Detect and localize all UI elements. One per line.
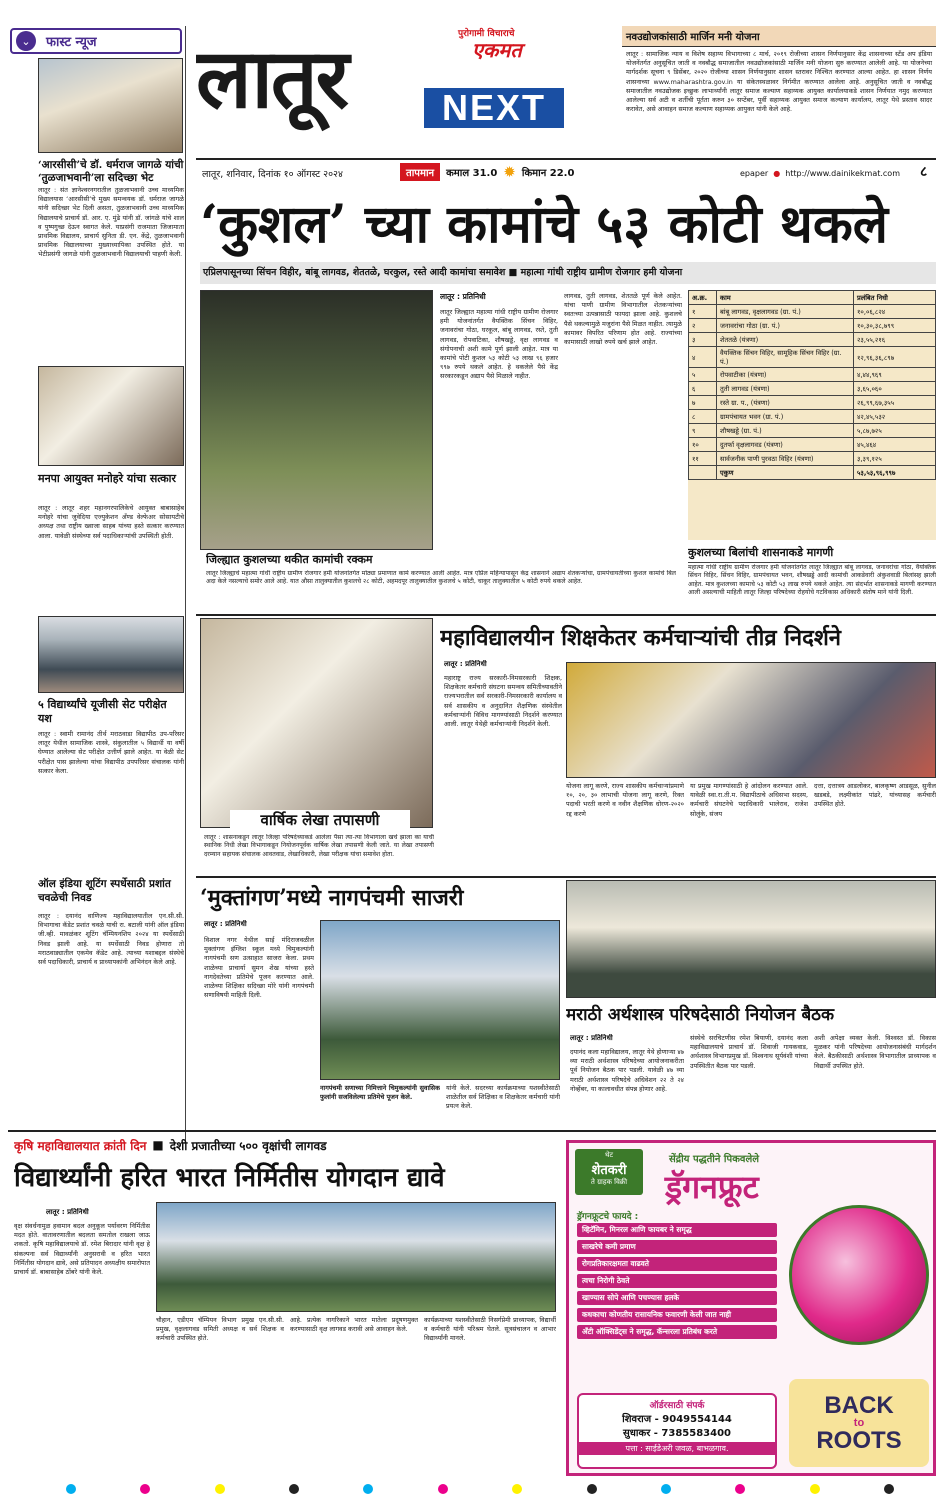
- econ-byline: लातूर : प्रतिनिधी: [570, 1034, 613, 1042]
- registration-dot: [735, 1484, 745, 1494]
- weather-box: [400, 161, 650, 183]
- table-cell: दुतर्फा वृक्षलागवड (यंत्रणा): [717, 438, 854, 452]
- news-photo-felicitation: [38, 366, 184, 466]
- epaper-line: [740, 166, 920, 180]
- sidebar-story-2-body: लातूर : लातूर शहर महानगरपालिकेचे आयुक्त बाबासाहेब मनोहरे यांचा जुवेदिया एज्युकेशन अँण्ड वेल्फेअर सोसायटीचे अध्यक्ष तथा राष्ट्रीय ख्वाजा साहब यांच्या हस्ते सत्कार करण्यात आला. यावेळी संस्थेच्या सर्व पदाधिकाऱ्यांची उपस्थिती होती.: [38, 504, 184, 540]
- table-row: [689, 333, 936, 347]
- ad-ribbon-1: थेट: [604, 1151, 613, 1159]
- table-cell: शौषखड्डे (ग्रा. पं.): [717, 424, 854, 438]
- ad-phone-1[interactable]: शिवराज - 9049554144: [622, 1414, 732, 1425]
- agri-kicker-sub: देशी प्रजातीच्या ५०० वृक्षांची लागवड: [169, 1138, 327, 1153]
- table-cell: १०,०६,८२४: [854, 305, 936, 319]
- sidebar-story-3-body: लातूर : स्वामी रामानंद तीर्थ मराठवाडा विद्यापीठ उप-परिसर लातूर येथील सामाजिक शास्त्रे, संकुलातील ५ विद्यार्थी या वर्षी घेण्यात आलेल्या सेट परीक्षेत उत्तीर्ण झाले आहेत. या वेळी सेट परीक्षेत पास झालेल्या यांचा विद्यापीठ उपपरिसर संचालक यांनी सत्कार केला.: [38, 730, 184, 775]
- table-cell: ९: [689, 424, 717, 438]
- econ-photo: [566, 880, 936, 998]
- registration-marks: [60, 1484, 900, 1498]
- table-cell: एकुण: [717, 466, 854, 480]
- tagline: पुरोगामी विचाराचे: [458, 29, 515, 39]
- naga-col-3: यांनी केले. सदरच्या कार्यक्रमाच्या यशस्वीतेसाठी शाळेतील सर्व शिक्षिका व शिक्षकेतर कर्मचारी यांनी प्रयत्न केले.: [446, 1084, 560, 1111]
- logo-back: BACK: [824, 1391, 894, 1419]
- table-cell: वैयक्तिक सिंचन विहिर, सामूहिक सिंचन विहिर (ग्रा. पं.): [717, 347, 854, 368]
- protest-byline: लातूर : प्रतिनिधी: [444, 660, 487, 668]
- news-photo-visit: [38, 58, 183, 153]
- lead-byline: लातूर : प्रतिनिधी: [440, 292, 486, 301]
- notice-title: नवउद्योजकांसाठी मार्जिन मनी योजना: [622, 26, 936, 47]
- table-row: [689, 424, 936, 438]
- agri-byline: लातूर : प्रतिनिधी: [46, 1208, 89, 1216]
- temp-min: किमान 22.0: [521, 168, 575, 179]
- ad-phone-2[interactable]: सुधाकर - 7385583400: [623, 1428, 731, 1439]
- table-header-row: [689, 291, 936, 305]
- ad-benefits-list: [577, 1223, 777, 1342]
- dragonfruit-ad[interactable]: [566, 1140, 936, 1476]
- table-cell: १२,९६,३६,८९७: [854, 347, 936, 368]
- naga-title: ‘मुक्तांगण’मध्ये नागपंचमी साजरी: [200, 885, 464, 911]
- agri-col-3: आहे. प्रत्येक नागरिकाने भारत मातेला प्रदूषणमुक्त करण्यासाठी वृक्ष लागवड करावी असे आवाहन केले.: [290, 1316, 418, 1334]
- demand-body: महात्मा गांधी राष्ट्रीय ग्रामीण रोजगार हमी योजनांतर्गत लातूर जिल्ह्यात बांबू लागवड, जनावरांचा गोठा, वैयक्तिक सिंचन विहिर, सिंचन विहिर, ग्रामपंचायत भवन, शौषखड्डे आदी कामांची आकडेवारी अंकुशवाडी बिलांसह झाली आहेत. मात्र कुशलच्या कामाचे ५३ कोटी ५३ लाख रुपये थकले आहेत. त्या संदर्भात शासनाकडे मागणी करण्यात आली असल्याची माहिती लातूर जिल्हा परिषदेच्या रोहयोचे गटविकास अधिकारी संतोष माने यांनी दिली.: [688, 564, 936, 597]
- econ-col-3: अशी अपेक्षा व्यक्त केली. विश्वस्त डॉ. विकास मुळकर यांनी परिषदेच्या आयोजनासंबंधी मार्गदर्शन केले. बैठकीसाठी अर्थशास्त्र विभागातील प्राध्यापक व विद्यार्थी उपस्थित होते.: [814, 1034, 936, 1070]
- table-row: [689, 382, 936, 396]
- table-cell: ४२,४५,५३२: [854, 410, 936, 424]
- table-cell: ७: [689, 396, 717, 410]
- econ-col-2: संस्थेचे सरचिटणीस रमेश बियाणी, दयानंद कला महाविद्यालयाचे प्राचार्य डॉ. शिवाजी गायकवाड, अर्थशास्त्र विभागप्रमुख डॉ. विश्वनाथ सूर्यवंशी यांच्या उपस्थितीत बैठक पार पडली.: [690, 1034, 808, 1070]
- econ-title: मराठी अर्थशास्त्र परिषदेसाठी नियोजन बैठक: [566, 1005, 835, 1025]
- ad-order-box: [577, 1393, 777, 1469]
- table-header: प्रलंबित निधी: [854, 291, 936, 305]
- naga-photo: [320, 920, 560, 1080]
- ad-benefit-item: खाण्यास सोपे आणि पचण्यास हलके: [577, 1291, 777, 1305]
- table-row: [689, 452, 936, 466]
- masthead-rule: [196, 158, 936, 160]
- section-rule: [196, 614, 936, 616]
- table-header: अ.क्र.: [689, 291, 717, 305]
- table-cell: ३,६५,०६०: [854, 382, 936, 396]
- agri-col-1: वृक्ष संवर्धनामुळ हवामान बदल अनुकूल पर्यावरण निर्मितीस मदत होते. वातावरणातील बदलता समतोल राखला जाऊ शकतो. कृषि महाविद्यालयाचे डॉ. रमेश बिरादार यांनी वृक्ष हे संकल्पना सर्व विद्यार्थ्यांनी अनुसरावी व हरित भारत निर्मितीस योगदान द्यावे, असे प्रतिपादन अध्यक्षीय समारोपात प्राचार्य डॉ. बाबासाहेब ठोंबरे यांनी केले.: [14, 1222, 150, 1277]
- news-photo-set-exam: [38, 616, 184, 693]
- masthead-logo-latur: लातूर: [196, 32, 348, 127]
- protest-photo: [566, 662, 936, 778]
- agri-col-2: चौहान, एडीएम चॅम्पियन विभाग प्रमुख एन.सी.सी. प्रमुख, वृक्षलागवड समिती अध्यक्ष व सर्व शिक्षक व कर्मचारी उपस्थित होते.: [156, 1316, 284, 1343]
- table-cell: रस्ते ग्रा. प., (यंत्रणा): [717, 396, 854, 410]
- registration-dot: [810, 1484, 820, 1494]
- table-row: [689, 347, 936, 368]
- audit-body: लातूर : शासनाकडून लातूर जिल्हा परिषदेच्याकडे आलेला पैसा त्या-त्या विभागाला खर्च झाला का याची स्थानिक निधी लेखा विभागाकडून नियोजनपूर्वक वार्षिक लेखा तपासणी केली जाते. या लेखा तपासणी दरम्यान सहायक संचालक आवतवाड, लेखाधिकारी, लेखा परीक्षक यांचा समावेश होता.: [204, 834, 434, 858]
- ad-address: पत्ता : साईडेअरी जवळ, बाभळगाव.: [579, 1442, 775, 1455]
- table-cell: ३,३९,१२५: [854, 452, 936, 466]
- date-text: लातूर, शनिवार, दिनांक १० ऑगस्ट २०२४: [202, 168, 343, 180]
- ad-benefit-item: रोगप्रतिकारक्षमता वाढवते: [577, 1257, 777, 1271]
- table-cell: ५,८७,७२५: [854, 424, 936, 438]
- demand-title: कुशलच्या बिलांची शासनाकडे मागणी: [688, 545, 936, 563]
- lead-col-1: लातूर जिल्ह्यात महात्मा गांधी राष्ट्रीय ग्रामीण रोजगार हमी योजनांतर्गत वैयक्तिक सिंचन विहिर, जनावरांचा गोठा, घरकूल, बांबू लागवड, रस्ते, तुती लागवड, रोपवाटिका, शौषखड्डे, वृक्ष लागवड व संगोपनाची अशी कामे पूर्ण झाली आहेत. मात्र या कामांचे पोटी कुशल ५३ कोटी ५३ लाख ९६ हजार ९९७ रुपये थकले आहेत. हे थकलेले पैसे केंद्र सरकारकडून अद्याप पैसे मिळाले नाहीत.: [440, 308, 558, 381]
- epaper-label: epaper: [740, 168, 769, 178]
- protest-col-1: महाराष्ट्र राज्य सरकारी-निमसरकारी शिक्षक, शिक्षकेतर कर्मचारी संघटना समन्वय समितीच्यावतीने राज्यभरातील सर्व सरकारी-निमसरकारी कार्यालय व सर्व शासकीय व अनुदानित शैक्षणिक संस्थेतील कर्मचाऱ्यांनी विविध मागण्यांसाठी निदर्शने करण्यात आली. लातूर येथेही कर्मचाऱ्यांनी निदर्शने केली.: [444, 674, 562, 729]
- page-number: ८: [920, 164, 928, 180]
- square-icon: ■: [152, 1138, 164, 1152]
- table-cell: ग्रामपंचायत भवन (ग्रा. पं.): [717, 410, 854, 424]
- sidebar-story-1-body: लातूर : संत ज्ञानेश्वरनगरातील तुळजाभवानी उच्च माध्यमिक विद्यालयास ‘आरसीसी’चे मुख्य समन्वयक डॉ. धर्मराज जागळे यांनी सदिच्छा भेट दिली असता, तुळजाभवानी उच्च माध्यमिक विद्यालयाचे प्राचार्य डॉ. आर. ए. मुंढे यांनी डॉ. जांगळे यांचे शाल व पुष्पगुच्छ देऊन स्वागत केले. याप्रसंगी राजमाता जिजामाता प्राथमिक विद्यालय, प्राचार्य सुनिता डी. एन. केंद्रे, तुळजाभवानी प्राथमिक विद्यालयाच्या मुख्याध्यापिका उपस्थित होते. या भेटीप्रसंगी जागळे यांनी तुळजाभवानी विद्यालयाची पाहणी केली.: [38, 186, 184, 259]
- registration-dot: [289, 1484, 299, 1494]
- audit-photo: [200, 618, 433, 828]
- agri-kicker-red: कृषि महाविद्यालयात क्रांती दिन: [14, 1138, 147, 1153]
- table-cell: ५: [689, 368, 717, 382]
- logo-roots: ROOTS: [816, 1426, 902, 1454]
- lead-headline: ‘कुशल’ च्या कामांचे ५३ कोटी थकले: [200, 194, 889, 255]
- protest-title: महाविद्यालयीन शिक्षकेतर कर्मचाऱ्यांची तीव्र निदर्शने: [440, 625, 841, 651]
- registration-dot: [215, 1484, 225, 1494]
- econ-col-1: दयानंद कला महाविद्यालय, लातूर येथे होणाऱ्या ४७ व्या मराठी अर्थशास्त्र परिषदेच्या आयोजनाकरीता पूर्व नियोजन बैठक पार पडली. यावेळी ४७ व्या मराठी अर्थशास्त्र परिषदेचे अधिवेशन २२ ते २४ नोव्हेंबर, या कालावधीत संपन्न होणार आहे.: [570, 1048, 684, 1093]
- fast-news-header: [10, 28, 182, 54]
- agri-title: विद्यार्थ्यांनी हरित भारत निर्मितीस योगदान द्यावे: [14, 1163, 445, 1193]
- ad-benefit-item: अँटी ऑक्सिडेंट्स ने समृद्ध, कॅन्सरला प्रतिबंध करते: [577, 1325, 777, 1339]
- naga-caption: नागपंचमी सणाच्या निमित्ताने चिमुकल्यांनी सुवासिक फुलांनी सजविलेल्या प्रतिमेचे पूजन केले.: [320, 1084, 440, 1102]
- masthead: [196, 26, 616, 166]
- table-cell: २: [689, 319, 717, 333]
- table-cell: रोपवाटीका (यंत्रणा): [717, 368, 854, 382]
- registration-dot: [661, 1484, 671, 1494]
- table-cell: ५३,५३,९६,९९७: [854, 466, 936, 480]
- table-cell: १०: [689, 438, 717, 452]
- naga-col-1: विशाल नगर येथील साई मंदिराजवळील मुक्तांगण इंग्लिश स्कूल मध्ये चिमुकल्यांनी नागपंचमी सण उत्साहात साजरा केला. प्रथम शाळेच्या प्राचार्या सुमन शेख यांच्या हस्ते नागदेवतेच्या प्रतिमेचे पूजन करण्यात आले. शाळेच्या शिक्षिका सदिच्छा मोरे यांनी नागपंचमी सणाविषयी माहिती दिली.: [204, 936, 314, 1000]
- table-row: [689, 438, 936, 452]
- table-cell: २३,५५,२१६: [854, 333, 936, 347]
- table-row: [689, 466, 936, 480]
- table-cell: ११: [689, 452, 717, 466]
- logo-to: to: [853, 1416, 865, 1429]
- sidebar-story-4-body: लातूर : दयानंद वाणिज्य महाविद्यालयातील एन.सी.सी. विभागाचा कॅडेट प्रशांत चवळे याची रा. बटाली यांनी ऑल इंडिया जी.व्ही. मावळंकर शूटिंग चॅम्पियनशिप २०२४ या स्पर्धेसाठी निवड झाली आहे. या स्पर्धेसाठी निवड होणारा तो मराठवाड्यातील एकमेव कॅडेट आहे. त्याच्या यशाबद्दल संस्थेचे सर्व पदाधिकारी, प्राचार्य व प्राध्यापकांनी अभिनंदन केले आहे.: [38, 912, 184, 967]
- registration-dot: [512, 1484, 522, 1494]
- table-row: [689, 319, 936, 333]
- registration-dot: [66, 1484, 76, 1494]
- back-to-roots-logo: [789, 1379, 929, 1467]
- table-row: [689, 368, 936, 382]
- sidebar-story-4-title: ऑल इंडिया शूटिंग स्पर्धेसाठी प्रशांत चवळेची निवड: [38, 878, 171, 904]
- temp-label: तापमान: [400, 163, 440, 181]
- registration-dot: [140, 1484, 150, 1494]
- table-header: काम: [717, 291, 854, 305]
- protest-col-2: योजना लागू करणे, राज्य शासकीय कर्मचाऱ्यांप्रमाणे १०, २०, ३० लाभाची योजना लागू करणे, रिक्त पदाची भरती करणे व नवीन शैक्षणिक धोरण-२०२० रद्द करणे: [566, 782, 684, 818]
- table-cell: १०,३०,३८,७९९: [854, 319, 936, 333]
- sidebar-story-2-title: मनपा आयुक्त मनोहरे यांचा सत्कार: [38, 472, 177, 485]
- table-cell: ४५,४६४: [854, 438, 936, 452]
- table-cell: १: [689, 305, 717, 319]
- ad-ribbon-3: ते ग्राहक विक्री: [590, 1178, 628, 1186]
- table-cell: जनावरांचा गोठा (ग्रा. पं.): [717, 319, 854, 333]
- ad-benefit-item: व्हिटॅमिन, मिनरल आणि फायबर ने समृद्ध: [577, 1223, 777, 1237]
- protest-col-3: या प्रमुख मागण्यांसाठी हे आंदोलन करण्यात आले. यावेळी स्वा.रा.ती.म. विद्यापीठाचे अधिसभा सदस्य, कर्मचारी संघटनेचे पदाधिकारी भालेराव, राजेश सोलुंके, संजय: [690, 782, 808, 818]
- ad-title: ड्रॅगनफ्रूट: [665, 1168, 759, 1206]
- table-cell: [689, 466, 717, 480]
- table-cell: २६,९९,६७,३५५: [854, 396, 936, 410]
- ad-ribbon-2: शेतकरी: [591, 1163, 627, 1178]
- audit-title: वार्षिक लेखा तपासणी: [230, 810, 410, 832]
- ad-benefit-item: साखरेचे कमी प्रमाण: [577, 1240, 777, 1254]
- brand-ekmat: एकमत: [472, 38, 522, 62]
- ad-benefits-head: ड्रॅगनफ्रूटचे फायदे :: [577, 1212, 639, 1222]
- agri-col-4: कार्यक्रमाच्या यशस्वीतेसाठी निसर्गप्रेमी प्राध्यापक, विद्यार्थी व कर्मचारी यांनी परिश्रम घेतले. सूत्रसंचालन व आभार विद्यार्थ्यांनी मानले.: [424, 1316, 556, 1343]
- ad-order-label: ऑर्डरसाठी संपर्क: [649, 1401, 705, 1411]
- ad-benefit-item: त्वचा निरोगी ठेवते: [577, 1274, 777, 1288]
- agri-photo: [156, 1202, 556, 1312]
- registration-dot: [438, 1484, 448, 1494]
- fast-news-label: फास्ट न्यूज: [46, 35, 97, 50]
- dragonfruit-image: [789, 1205, 929, 1345]
- table-cell: बांबू लागवड, वृक्षलागवड (ग्रा. पं.): [717, 305, 854, 319]
- notice-box: [622, 26, 936, 156]
- table-row: [689, 305, 936, 319]
- table-row: [689, 410, 936, 424]
- naga-byline: लातूर : प्रतिनिधी: [204, 920, 247, 928]
- ad-tag: सेंद्रीय पद्धतीने पिकवलेले: [669, 1154, 760, 1165]
- down-arrow-icon: ⌄: [16, 31, 36, 51]
- lead-subhead: एप्रिलपासूनच्या सिंचन विहीर, बांबू लागवड, शेततळे, घरकुल, रस्ते आदी कामांचा समावेश ■ महात्मा गांधी राष्ट्रीय ग्रामीण रोजगार हमी योजना: [200, 262, 936, 284]
- table-cell: तुती लागवड (यंत्रणा): [717, 382, 854, 396]
- lead-caption-body: लातूर जिल्ह्याचे महात्मा गांधी राष्ट्रीय ग्रामीण रोजगार हमी योजनांतर्गत मोठ्या प्रमाणात कामे करण्यात आली आहेत. मात्र एप्रिल महिन्यापासून केंद्र शासनाने अद्याप शेतकऱ्यांचा, ग्रामपंचायतीच्या कुशल कामांचे बिल अदा केले नसल्याचे समोर आले आहे. यात औसा तालुक्यातील कुशलचे २८ कोटी, अहमदपूर तालुक्यातील कुशलचे ५ कोटी, चाकूर तालुक्यातील ५ कोटी रुपये थकले आहेत.: [206, 570, 676, 586]
- pending-funds-table: [688, 290, 936, 540]
- fast-news-sidebar: [8, 26, 186, 1143]
- registration-dot: [363, 1484, 373, 1494]
- table-cell: सार्वजनीक पाणी पुरवठा विहिर (यंत्रणा): [717, 452, 854, 466]
- section-rule: [8, 1130, 936, 1132]
- registration-dot: [884, 1484, 894, 1494]
- sun-icon: ✹: [503, 163, 516, 181]
- lead-photo-well: [200, 290, 433, 550]
- lead-col-2: लागवड, तुती लागवड, शेततळे पूर्ण केले आहेत. यांचा पाणी ग्रामीण विभागातील शेतकऱ्यांच्या स्वतःच्या उत्पन्नासाठी फायदा झाला आहे. कुशलचे पैसे थकल्यामुळे मजुरांना पैसे मिळत नाहीत. त्यामुळे कामावर विपरित परिणाम होत आहे. राज्यांच्या कामासाठी लाखो रुपये खर्च झाले आहेत.: [564, 292, 682, 347]
- table-cell: ८: [689, 410, 717, 424]
- ad-benefit-item: कधकाचा कोणतीय रासायनिक फवारणी केली जात नाही: [577, 1308, 777, 1322]
- masthead-next: NEXT: [424, 88, 564, 128]
- table-cell: ४: [689, 347, 717, 368]
- table-row: [689, 396, 936, 410]
- sidebar-story-1-title: ‘आरसीसी’चे डॉ. धर्मराज जागळे यांची ‘तुळजाभवानी’ला सदिच्छा भेट: [38, 159, 184, 184]
- notice-body: लातूर : सामाजिक न्याय व विशेष सहाय्य विभागाच्या ८ मार्च, २०१९ रोजीच्या शासन निर्णयानुसार केंद्र शासनाच्या स्टँड अप इंडिया योजनेंतर्गत अनुसूचित जाती व नवबौद्ध समाजातील नवउद्योजकांसाठी मार्जिन मनी योजना सुरु करण्यात आलेली आहे. या योजनेच्या मार्गदर्शक सूचना ९ डिसेंबर, २०२० रोजीच्या शासन निर्णयानुसार शासन स्तरावर निश्चित करण्यात आल्या आहेत. हा शासन निर्णय शासनाच्या www.maharashtra.gov.in या संकेतस्थळावर निर्गमीत करण्यात आलेला आहे. अनुसूचित जाती व नवबौद्ध समाजातील नवउद्योजक इच्छुक लाभार्थ्यांनी लातूर समाज कल्याण सहाय्यक आयुक्त कार्यालयाकडे शासन निर्णयात नमुद करण्यात आलेल्या सर्व अटी व शर्तीची पूर्तता करुन ३० सप्टेंबर, पूर्वी सहाय्यक आयुक्त समाज कल्याण कार्यालय, लातूर येथे प्रस्ताव सादर करावेत, असे आवाहन समाज कल्याण सहाय्यक आयुक्त यांनी केले आहे.: [626, 50, 932, 114]
- agri-kicker: [14, 1134, 554, 1156]
- table-cell: ६: [689, 382, 717, 396]
- site-url[interactable]: http://www.dainikekmat.com: [785, 168, 900, 178]
- sidebar-story-3-title: ५ विद्यार्थ्यांचे यूजीसी सेट परीक्षेत यश: [38, 698, 167, 725]
- globe-icon: ●: [773, 168, 781, 178]
- funds-table: [688, 290, 936, 480]
- protest-col-4: दत्ता, दत्तात्रय आडलोकर, बालकृष्ण आडसूळ, सुनील खडबडे, लक्ष्मीकांत पांढरे, यांच्यासह कर्मचारी उपस्थित होते.: [814, 782, 936, 809]
- ad-ribbon: [575, 1149, 643, 1195]
- table-cell: ३: [689, 333, 717, 347]
- dateline: [202, 162, 402, 184]
- temp-max: कमाल 31.0: [446, 168, 498, 179]
- table-cell: ४,४४,९६९: [854, 368, 936, 382]
- registration-dot: [587, 1484, 597, 1494]
- section-rule: [196, 876, 936, 878]
- lead-caption-title: जिल्ह्यात कुशलच्या थकीत कामांची रक्कम: [206, 553, 373, 566]
- table-cell: शेततळे (यंत्रणा): [717, 333, 854, 347]
